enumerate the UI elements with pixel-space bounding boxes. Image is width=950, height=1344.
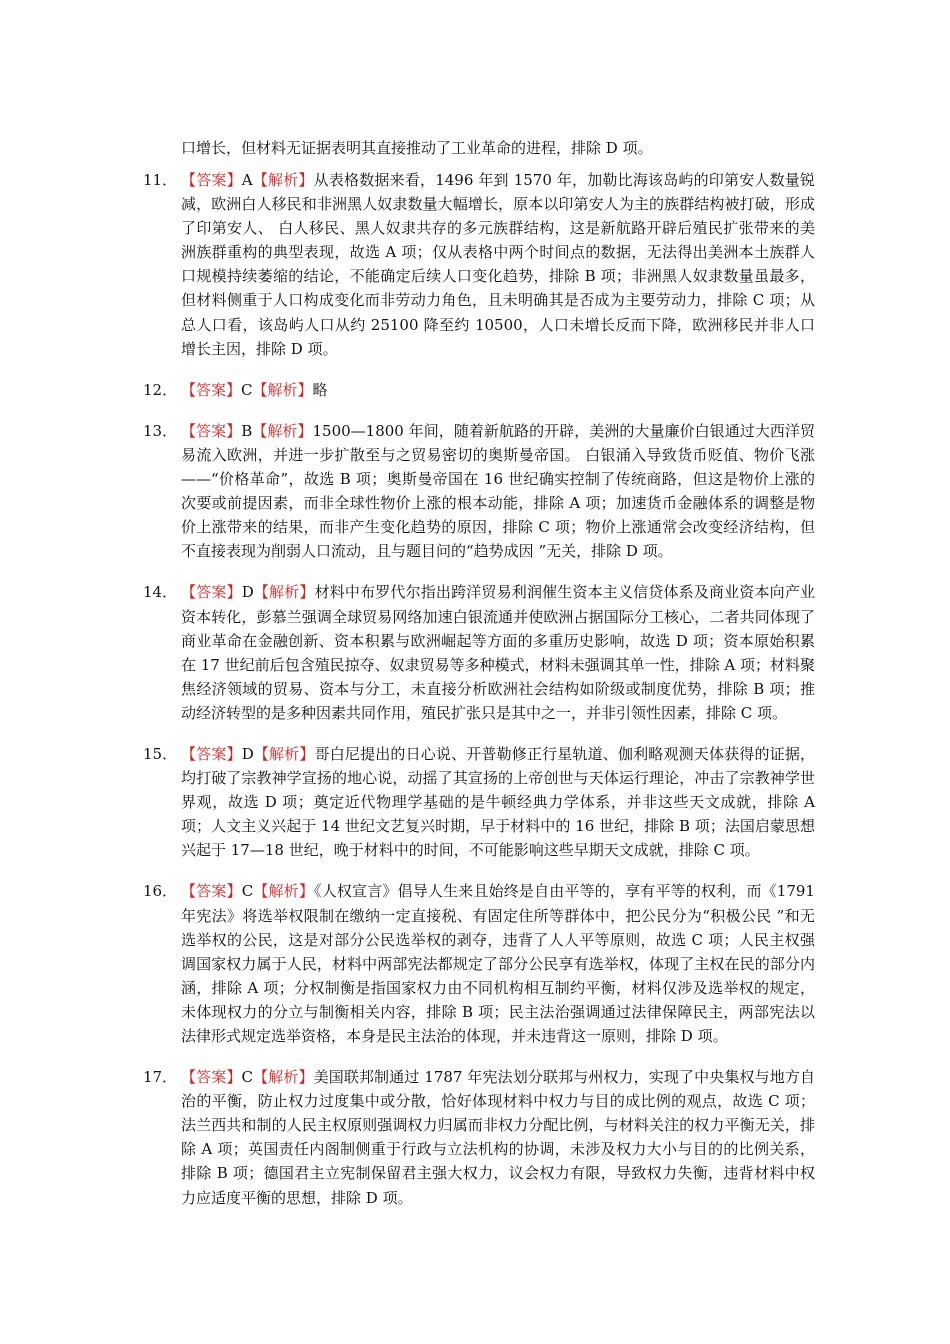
answer-choice: C	[241, 882, 254, 901]
answer-choice: D	[241, 583, 254, 602]
answer-item	[143, 419, 815, 564]
item-body	[181, 1065, 815, 1210]
item-number: 13．	[143, 421, 178, 440]
analysis-label: 【解析】	[253, 744, 315, 763]
analysis-text: 略	[312, 380, 328, 399]
answer-label: 【答案】	[181, 1068, 242, 1087]
item-number: 15．	[143, 744, 178, 763]
continuation-text: 口增长，但材料无证据表明其直接推动了工业革命的进程，排除 D 项。	[181, 139, 653, 157]
analysis-text: 《人权宣言》倡导人生来且始终是自由平等的，享有平等的权利，而《1791 年宪法》将选举权限制在缴纳一定直接税、有固定住所等群体中，把公民分为“积极公民 ”和无选举权的公民，这是对部分公民选举权的剥夺，违背了人人平等原则，故选 C 项；人民主权强调国家权力属于人民，材料中两部宪法都规定了部分公民享有选举权，体现了主权在民的部分内涵，排除 A 项；分权制衡是指国家权力由不同机构相互制约平衡，材料仅涉及选举权的规定，未体现权力的分立与制衡相关内容，排除 B 项；民主法治强调通过法律保障民主，两部宪法以法律形式规定选举资格，本身是民主法治的体现，并未违背这一原则，排除 D 项。	[181, 882, 815, 1045]
answer-label: 【答案】	[181, 380, 242, 399]
item-body	[181, 879, 815, 1048]
answer-item	[143, 742, 815, 862]
answer-choice: B	[241, 421, 253, 440]
analysis-text: 哥白尼提出的日心说、开普勒修正行星轨道、伽利略观测天体获得的证据，均打破了宗教神学宣扬的地心说，动摇了其宣扬的上帝创世与天体运行理论，冲击了宗教神学世界观，故选 D 项；奠定近代物理学基础的是牛顿经典力学体系，并非这些天文成就，排除 A 项；人文主义兴起于 14 世纪文艺复兴时期，早于材料中的 16 世纪，排除 B 项；法国启蒙思想兴起于 17—18 世纪，晚于材料中的时间，不可能影响这些早期天文成就，排除 C 项。	[181, 744, 815, 860]
answer-item	[143, 580, 815, 725]
answer-item	[143, 879, 815, 1048]
analysis-text: 1500—1800 年间，随着新航路的开辟，美洲的大量廉价白银通过大西洋贸易流入欧洲，并进一步扩散至与之贸易密切的奥斯曼帝国。 白银涌入导致货币贬值、物价飞涨——“价格革命”，故选 B 项；奥斯曼帝国在 16 世纪确实控制了传统商路，但这是物价上涨的次要或前提因素，而非全球性物价上涨的根本动能，排除 A 项；加速货币金融体系的调整是物价上涨带来的结果，而非产生变化趋势的原因，排除 C 项；物价上涨通常会改变经济结构，但不直接表现为削弱人口流动，且与题目问的“趋势成因 ”无关，排除 D 项。	[181, 421, 815, 561]
item-body	[181, 168, 815, 361]
answer-item	[143, 168, 815, 361]
answer-choice: C	[241, 380, 253, 399]
answer-label: 【答案】	[181, 171, 242, 189]
analysis-label: 【解析】	[252, 380, 313, 399]
answer-choice: D	[241, 744, 254, 763]
item-number: 11．	[143, 171, 178, 189]
answer-item	[143, 1065, 815, 1210]
answer-list	[143, 168, 815, 1227]
item-body	[181, 742, 815, 862]
item-number: 12．	[143, 380, 178, 399]
answer-choice: C	[241, 1068, 253, 1087]
item-number: 17．	[143, 1068, 178, 1087]
analysis-text: 材料中布罗代尔指出跨洋贸易利润催生资本主义信贷体系及商业资本向产业资本转化，彭慕兰强调全球贸易网络加速白银流通并使欧洲占据国际分工核心，二者共同体现了商业革命在金融创新、资本积累与欧洲崛起等方面的多重历史影响，故选 D 项；资本原始积累在 17 世纪前后包含殖民掠夺、奴隶贸易等多种模式，材料未强调其单一性，排除 A 项；材料聚焦经济领域的贸易、资本与分工，未直接分析欧洲社会结构如阶级或制度优势，排除 B 项；推动经济转型的是多种因素共同作用，殖民扩张只是其中之一，并非引领性因素，排除 C 项。	[181, 583, 815, 722]
answer-choice: A	[241, 171, 253, 189]
analysis-text: 美国联邦制通过 1787 年宪法划分联邦与州权力，实现了中央集权与地方自治的平衡，防止权力过度集中或分散，恰好体现材料中权力与目的成比例的观点，故选 C 项；法兰西共和制的人民主权原则强调权力归属而非权力分配比例，与材料关注的权力平衡无关，排除 A 项；英国责任内阁制侧重于行政与立法机构的协调，未涉及权力大小与目的的比例关系，排除 B 项；德国君主立宪制保留君主强大权力，议会权力有限，导致权力失衡，违背材料中权力应适度平衡的思想，排除 D 项。	[181, 1068, 815, 1207]
analysis-label: 【解析】	[252, 171, 314, 189]
answer-label: 【答案】	[181, 583, 242, 602]
answer-label: 【答案】	[181, 421, 242, 440]
answer-label: 【答案】	[181, 882, 242, 901]
analysis-label: 【解析】	[252, 421, 313, 440]
item-body	[181, 378, 815, 402]
item-number: 16．	[143, 882, 178, 901]
analysis-label: 【解析】	[252, 1068, 314, 1087]
item-body	[181, 419, 815, 564]
item-number: 14．	[143, 583, 178, 602]
answer-label: 【答案】	[181, 744, 242, 763]
analysis-text: 从表格数据来看，1496 年到 1570 年，加勒比海该岛屿的印第安人数量锐减，欧洲白人移民和非洲黑人奴隶数量大幅增长，原本以印第安人为主的族群结构被打破，形成了印第安人、 白人移民、黑人奴隶共存的多元族群结构，这是新航路开辟后殖民扩张带来的美洲族群重构的典型表现，故选 A 项；仅从表格中两个时间点的数据，无法得出美洲本土族群人口规模持续萎缩的结论，不能确定后续人口变化趋势，排除 B 项；非洲黑人奴隶数量虽最多，但材料侧重于人口构成变化而非劳动力角色，且未明确其是否成为主要劳动力，排除 C 项；从总人口看，该岛屿人口从约 25100 降至约 10500，人口未增长反而下降，欧洲移民并非人口增长主因，排除 D 项。	[181, 171, 815, 358]
answer-item	[143, 378, 815, 402]
analysis-label: 【解析】	[253, 583, 315, 602]
item-body	[181, 580, 815, 725]
analysis-label: 【解析】	[253, 882, 315, 901]
